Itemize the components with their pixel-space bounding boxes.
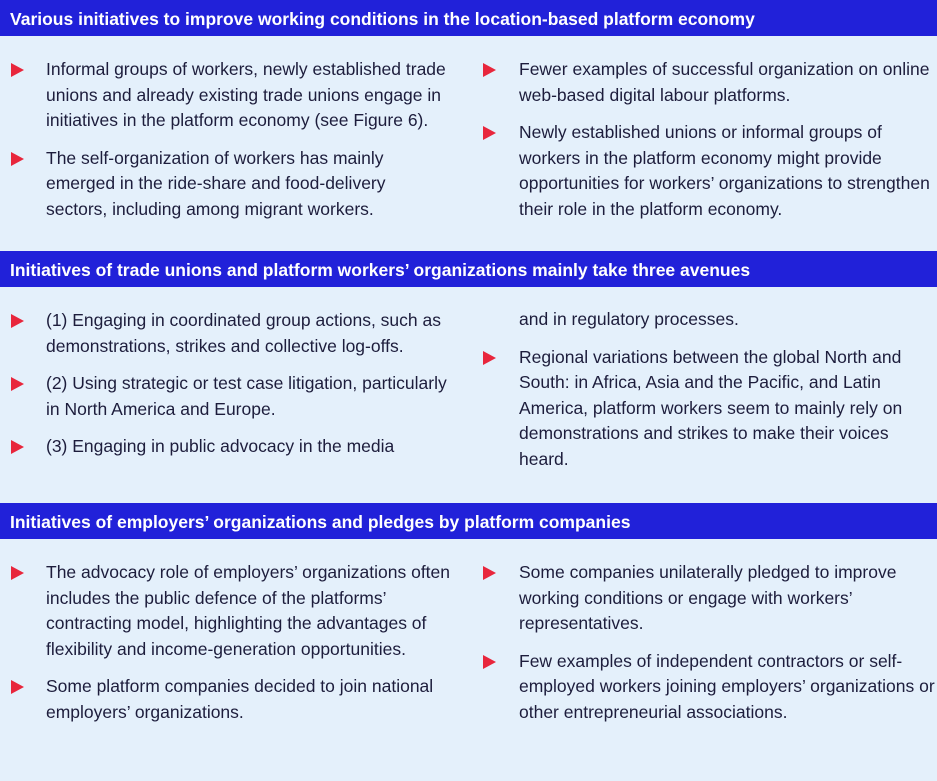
triangle-bullet-icon: [483, 63, 496, 77]
list-item: Informal groups of workers, newly established trade unions and already existing trade unions engage in initiatives in the platform economy (see Figure 6).: [0, 57, 472, 134]
section-3-right-column: [473, 539, 937, 737]
section-3: [0, 503, 937, 781]
section-2-body: [0, 287, 937, 503]
section-2-title: Initiatives of trade unions and platform workers’ organizations mainly take three avenues: [0, 251, 937, 287]
list-item: Few examples of independent contractors or self-employed workers joining employers’ organizations or other entrepreneurial associations.: [473, 649, 937, 726]
list-item: (2) Using strategic or test case litigation, particularly in North America and Europe.: [0, 371, 450, 422]
section-3-left-column: [0, 539, 472, 737]
triangle-bullet-icon: [11, 680, 24, 694]
list-item: Some platform companies decided to join national employers’ organizations.: [0, 674, 450, 725]
list-item: (3) Engaging in public advocacy in the media: [0, 434, 472, 460]
section-2: [0, 251, 937, 503]
triangle-bullet-icon: [483, 126, 496, 140]
list-item: Fewer examples of successful organization on online web-based digital labour platforms.: [473, 57, 937, 108]
triangle-bullet-icon: [11, 566, 24, 580]
section-1-left-column: [0, 36, 472, 234]
triangle-bullet-icon: [483, 566, 496, 580]
list-item: Regional variations between the global North and South: in Africa, Asia and the Pacific, and Latin America, platform workers seem to mainly rely on demonstrations and strikes to make their voices heard.: [473, 345, 937, 473]
list-item: (1) Engaging in coordinated group actions, such as demonstrations, strikes and collective log-offs.: [0, 308, 472, 359]
triangle-bullet-icon: [11, 314, 24, 328]
list-item: Newly established unions or informal groups of workers in the platform economy might provide opportunities for workers’ organizations to strengthen their role in the platform economy.: [473, 120, 937, 222]
continued-text: and in regulatory processes.: [519, 309, 739, 329]
section-3-title: Initiatives of employers’ organizations and pledges by platform companies: [0, 503, 937, 539]
list-item: Some companies unilaterally pledged to improve working conditions or engage with workers’ representatives.: [473, 560, 937, 637]
triangle-bullet-icon: [11, 63, 24, 77]
list-item: The self-organization of workers has mainly emerged in the ride-share and food-delivery sectors, including among migrant workers.: [0, 146, 450, 223]
section-1: [0, 0, 937, 251]
list-item: The advocacy role of employers’ organizations often includes the public defence of the platforms’ contracting model, highlighting the advantages of flexibility and income-generation opportunities.: [0, 560, 472, 662]
triangle-bullet-icon: [483, 655, 496, 669]
section-2-left-column: [0, 287, 472, 472]
triangle-bullet-icon: [11, 152, 24, 166]
triangle-bullet-icon: [483, 351, 496, 365]
section-3-body: [0, 539, 937, 781]
section-1-body: [0, 36, 937, 251]
section-2-right-column: [473, 287, 937, 484]
section-1-title: Various initiatives to improve working conditions in the location-based platform economy: [0, 0, 937, 36]
section-1-right-column: [473, 36, 937, 234]
triangle-bullet-icon: [11, 440, 24, 454]
triangle-bullet-icon: [11, 377, 24, 391]
